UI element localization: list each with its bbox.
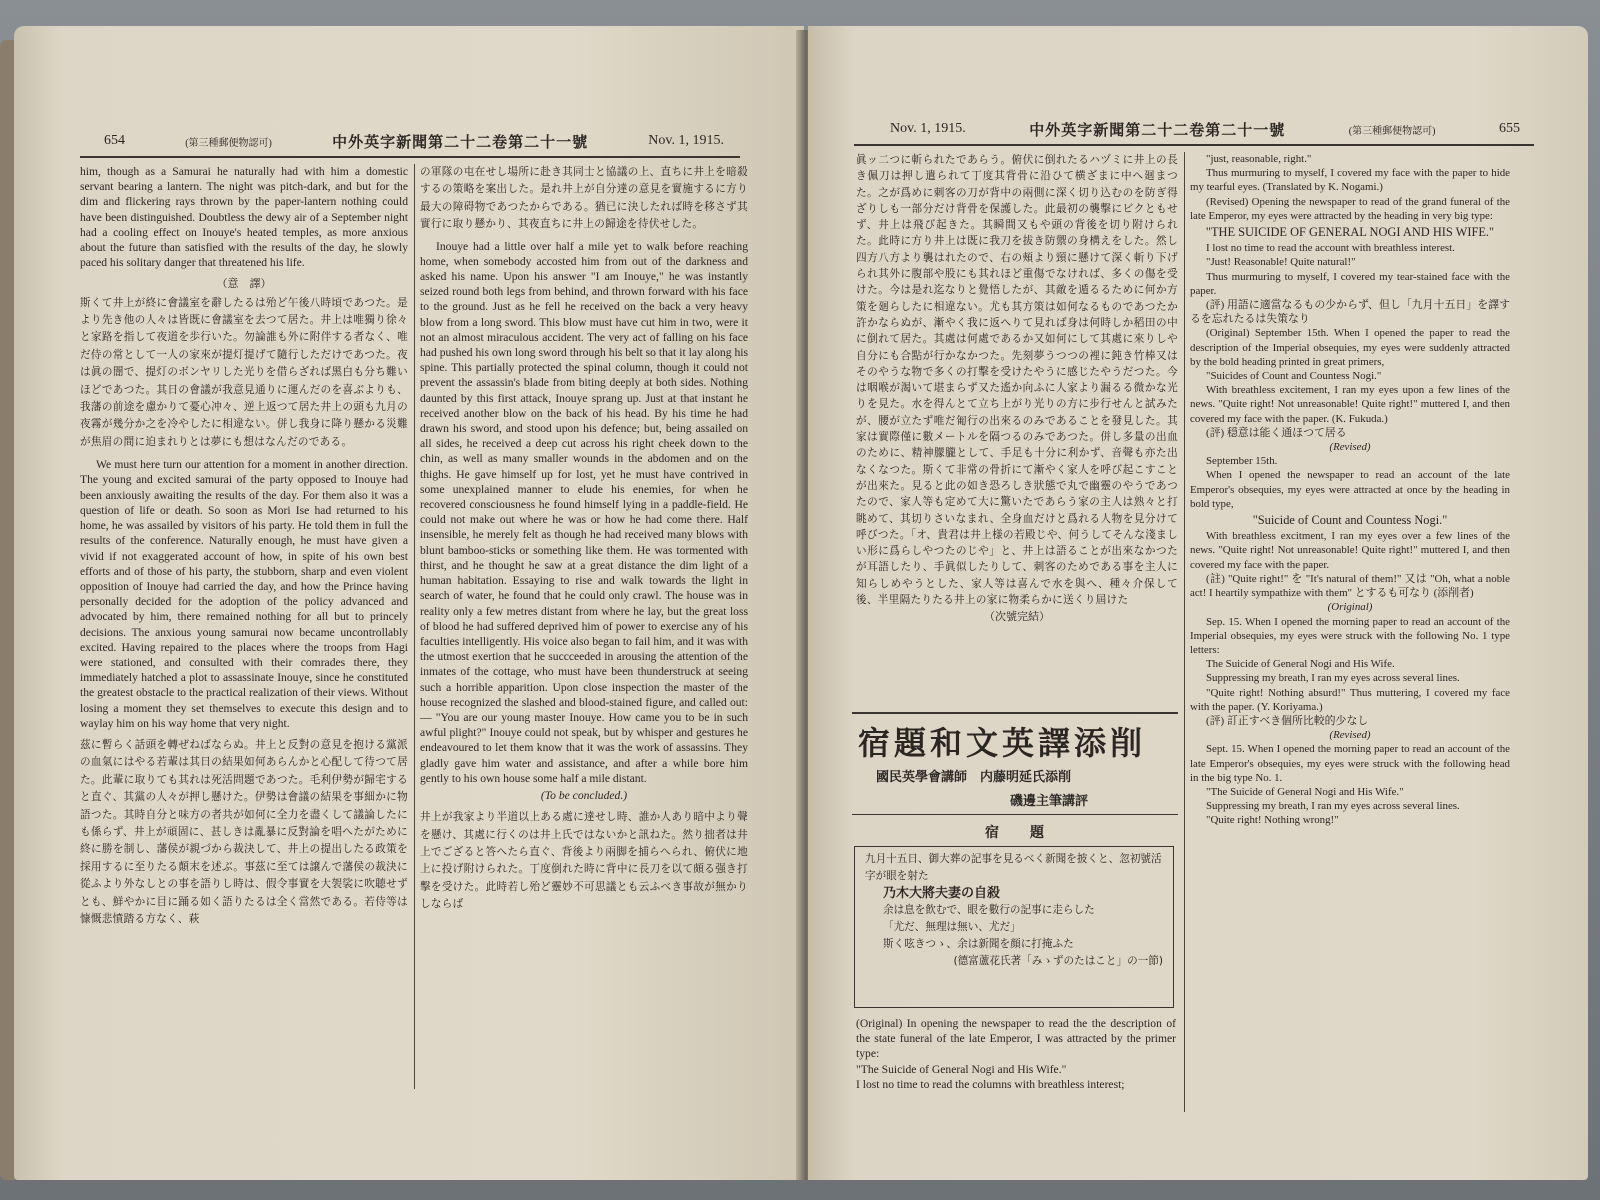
left-column-2 (420, 164, 748, 914)
translation-paragraph: Thus murmuring to myself, I covered my face with the paper to hide my tearful eyes. (Translated by K. Nogami.) (1190, 167, 1510, 194)
translation-paragraph: (Original) September 15th. When I opened the paper to read the description of the Imperial obsequies, my eyes were suddenly attracted by the bold heading printed in great primers, (1190, 327, 1510, 368)
translation-paragraph: "Suicides of Count and Countess Nogi." (1206, 370, 1382, 383)
translation-paragraph: Suppressing my breath, I ran my eyes across several lines. (1206, 672, 1460, 685)
assignment-line: 九月十五日、御大葬の記事を見るべく新聞を披くと、忽初號活字が眼を射た (865, 853, 1162, 882)
to-be-concluded: (To be concluded.) (540, 788, 628, 802)
column-divider (414, 164, 415, 1089)
translation-paragraph: With breathless excitement, I ran my eyes upon a few lines of the news. "Quite right! Not unreasonable! Quite right!" muttered I, and then covered my face with the paper. (K. Fukuda.) (1190, 384, 1510, 425)
journal-title: 中外英字新聞第二十二卷第二十一號 (1029, 120, 1286, 139)
translation-heading: （意 譯） (216, 277, 272, 291)
translation-paragraph: The Suicide of General Nogi and His Wife. (1206, 658, 1395, 671)
headline-translation: "THE SUICIDE OF GENERAL NOGI AND HIS WIFE." (1205, 225, 1495, 240)
section-rule (852, 814, 1178, 815)
next-issue-note: （次號完結） (984, 610, 1050, 624)
instructor-line: 國民英學會講師 内藤明延氏添削 (876, 770, 1072, 785)
translation-paragraph: "The Suicide of General Nogi and His Wife." (1206, 785, 1404, 798)
assignment-line: 「尤だ、無理は無い、尤だ」 (883, 921, 1021, 933)
translation-paragraph: (註) "Quite right!" を "It's natural of them!" 又は "Oh, what a noble act! I heartily sympathize with them" とするも可なり (添削者) (1190, 572, 1510, 600)
right-column-1 (856, 152, 1178, 625)
translation-paragraph: (評) 訂正すべき個所比較的少なし (1206, 714, 1369, 727)
translation-paragraph: (Revised) Opening the newspaper to read of the grand funeral of the late Emperor, my eyes were attracted by the heading in very big type: (1190, 195, 1510, 222)
japanese-paragraph: の軍隊の屯在せし場所に赴き其同士と協議の上、直ちに井上を暗殺するの策略を案出した。是れ井上が自分達の意見を實施するに方り最大の障碍物であつたからである。猶已に決したれば時を移さず其實行に取り懸かり、其夜直ちに井上の歸途を待伏せした。 (420, 166, 748, 231)
reviewer-line: 磯邊主筆講評 (1010, 794, 1089, 809)
right-page-header (890, 118, 1520, 140)
left-page (14, 26, 804, 1180)
header-rule (80, 156, 740, 158)
japanese-paragraph: 茲に暫らく話頭を轉ぜねばならぬ。井上と反對の意見を抱ける黨派の血氣にはやる若輩は其日の結果如何あらんかと心配して待つて居た。此輩に取りても其れは死活問題であつた。毛利伊勢が歸宅すると直ぐ、其黨の人々が押し懸けた。伊勢は會議の結果を事細かに物語つた。其時自分と味方の者共が如何に全力を盡くして議論したにも係らず、井上が頑固に、甚しきは亂暴に反對論を唱へたがために終に勝を制し、藩侯が親づから裁決して、井上の提出したる政策を採用するに至りたる顛末を述ぶ。事茲に至ては譲んで藩侯の裁決に從ふより外なしとの事を語りし時は、假令事實を大袈裟に吹聴せずとも、鮮やかに目に踊る如く語りたるは全く當然である。若侍等は慷慨悲憤踏る方なく、萩 (80, 738, 408, 925)
page-number: 655 (1498, 121, 1520, 136)
exercise-title: 宿題和文英譯添削 (858, 724, 1147, 762)
translation-paragraph: "Quite right! Nothing absurd!" Thus muttering, I covered my face with the paper. (Y. Koriyama.) (1190, 686, 1510, 713)
translation-paragraph: Thus murmuring to myself, I covered my tear-stained face with the paper. (1190, 270, 1510, 297)
assignment-line: 斯く呟きつゝ、余は新聞を顔に打掩ふた (883, 938, 1074, 950)
headline-translation: "Suicide of Count and Countess Nogi." (1252, 513, 1448, 528)
translation-paragraph: Sept. 15. When I opened the morning paper to read an account of the late Emperor's obsequies, my eyes were struck with the following head in the big type No. 1. (1190, 743, 1510, 784)
issue-date: Nov. 1, 1915. (890, 121, 966, 136)
assignment-line: 余は息を飲むで、眼を數行の記事に走らした (883, 904, 1095, 916)
left-page-header (104, 130, 724, 152)
translation-paragraph: With breathless excitment, I ran my eyes over a few lines of the news. "Quite right! Not unreasonable! Quite right!" muttered I, and then covered my face with the paper. (1190, 530, 1510, 571)
section-rule (852, 712, 1178, 714)
header-rule (854, 144, 1534, 146)
japanese-paragraph: 眞ッ二つに斬られたであらう。俯伏に倒れたるハヅミに井上の長き佩刀は押し遣られて丁度其背骨に沿ひて横ざまに中へ廻まつた。之が爲めに刺客の刀が背中の兩側に深く切り込むのを防ぎ得ざりしも一部分だけ背骨を保護した。此最初の襲擊にビクともせず、井上は飛び起きた。其瞬間又もや頭の背後を切り附けられた。此時に方り井上は既に我刀を拔き防禦の身構えをした。然し四方八方より襲はれたので、右の頰より頸に懸けて深く斬り下げられ其外に腹部や股にも其れほど重傷でなければ、多くの傷を受けた。今は是れ迄なりと覺悟したが、其敵を遁るるために何か方策を廻らしたに相違ない。尤も其方策は如何なるものであつたか許かならぬが、漸やく我に返へりて見れば身は何時しか稻田の中に倒れて居た。其處は何處であるか又如何にして其處に來りしや自分にも合點が行かなかつた。先刻夢うつつの裡に鈍き竹棒又はそのやうな物で多くの打擊を受けたやうに感じたやうだつた。今は咽喉が渴いて堪まらず又た遙か向ふに人家より漏るる微かな光りを見た。水を得んとて立ち上がり光りの方に步行せんと試みたが、腰が立たず唯だ匍行の出來るのみであることを發見した。其家は實際僅に數メートルを隔つるのみであつた。併し多量の出血のために、精神朦朧として、手足も十分に利かず、音聲も亦た出なくなつた。斯くて非常の骨折にて漸やく家人を呼び起こすことが出來た。見ると此の如き恐ろしき狀態で丸で幽靈のやうであつたので、家人等も定めて大に驚いたであらう家の主人は熟々と打眺めて、其切りさいなまれ、全身血だけと爲れる人物を見分けて呼びつた。「オ、貴君は井上様の若殿じや、何うしてそんな淺ましい形に爲らしやつたのじや」と、井上は語ることが出來なかつたが耳語したり、手眞似したりして、刺客のためである事を主人に知らしめやうとした、家人等は喜んで水を與へ、種々介保して後、半里隔たりたる井上の家に物柔らかに送くり屆けた (856, 154, 1178, 607)
issue-date: Nov. 1, 1915. (648, 133, 724, 148)
japanese-paragraph: 斯くて井上が終に會議室を辭したるは殆ど午後八時頃であつた。是より先き他の人々は皆既に會議室を去つて居た。井上は唯獨り徐々と家路を指して夜道を歩行いた。勿論誰も外に附伴する者なく、唯だ侍の常として一人の家來が提灯提げて隨行しただけであつた。夜は眞の闇で、提灯のボンヤリした光りを借らざれば黑白も分ち難いほどであつた。其日の會議が我意見通りに運んだのを喜ぶよりも、我藩の前途を慮かりて憂心冲々、逆上返つて居た井上の頭も九月の夜霧が幾分か之を冷やしたに相違ない。併し我身に降り懸かる災難が焦眉の間に迫まれりとは夢にも想はなんだのである。 (80, 296, 408, 448)
japanese-paragraph: 井上が我家より半道以上ある處に達せし時、誰か人あり暗中より聲を懸け、其處に行くのは井上氏ではないかと訊ねた。然り拙者は井上でござると答へたら直ぐ、背後より兩脚を捕らへられ、俯伏に地上に投げ附けられた。丁度倒れた時に背中に長刀を以て頗る强き打擊を受けた。此時若し殆ど靈妙不可思議とも云ふべき事故が無かりしならば (420, 811, 748, 911)
translation-paragraph: Suppressing my breath, I ran my eyes across several lines. (1206, 800, 1460, 813)
translation-paragraph: "just, reasonable, right." (1206, 153, 1312, 165)
translation-paragraph: When I opened the newspaper to read an account of the late Emperor's obsequies, my eyes were attracted at once by the heading in bold type, (1190, 469, 1510, 510)
assignment-source: (德富蘆花氏著「みゝずのたはこと」の一節) (953, 955, 1163, 967)
journal-title: 中外英字新聞第二十二卷第二十一號 (332, 132, 589, 151)
revision-label: (Revised) (1329, 441, 1371, 454)
column-divider (1184, 152, 1185, 1112)
translation-paragraph: September 15th. (1206, 455, 1278, 468)
english-paragraph: Inouye had a little over half a mile yet to walk before reaching home, when somebody accosted him from out of the darkness and asked his name. Upon his answer "I am Inouye," he was instantly seized round both legs from behind, and thrown forward with his face to the ground. Just as he fell he received on the back a very heavy blow from a long sword. This blow must have cut him in two, were it not an almost miraculous accident. The very act of falling on his face had pushed his own long sword through his belt so that it lay along his spine. This partially protected the spinal column, though it could not prevent the assassin's blade from biting deeply at both sides. Nothing daunted by this first attack, Inouye sprang up. Just at that instant he received another blow on the back of his head. By his time he had drawn his sword, and stood upon his defence; but, being assailed on all sides, he received a deep cut across his right cheek down to the chin, as well as many smaller wounds in the abdomen and on the thighs. He gave himself up for lost, yet he must have contrived in some unexplained manner to elude his enemies, for when he recovered consciousness he found himself lying in a paddle-field. He could not make out where he was or how he had come there. Half insensible, he merely felt as though he had received many blows with blunt bamboo-sticks or something like them. He was tormented with thirst, and he thought he saw at a great distance the dim light of a human habitation. Essaying to rise and walk towards the light in search of water, he found that he could only crawl. The house was in reality only a few metres distant from where he lay, but the great loss of blood he had suffered deprived him of power to exercise any of his faculties intelligently. His voice also began to fail him, and it was with the utmost exertion that he succceeded in arousing the attention of the inmates of the cottage, who must have been thunderstruck at seeing such a horrible apparition. Upon close inspection the master of the house recognized the slashed and blood-stained figure, and called out:— "You are our young master Inouye. How came you to be in such awful plight?" Inouye could not speak, but by whisper and gestures he endeavoured to let them know that it was the work of assassins. They gladly gave him water and assistance, and after a while bore him gently to his own house some half a mile distant. (420, 239, 748, 785)
translation-paragraph: I lost no time to read the account with breathless interest. (1206, 242, 1455, 255)
translation-paragraph: "Quite right! Nothing wrong!" (1206, 814, 1339, 827)
postal-permit: (第三種郵便物認可) (185, 137, 272, 149)
english-paragraph: We must here turn our attention for a moment in another direction. The young and excited samurai of the party opposed to Inouye had been anxiously awaiting the results of the day. For them also it was a question of life or death. So soon as Mori Ise had returned to his home, he was assailed by visitors of his party. He told them in full the results of the conference. Naturally enough, he must have given a vivid if not exaggerated account of how, in spite of his own best efforts and of those of his party, the stubborn, sharp and even violent opposition of Inouye had carried the day, and how the Prince having personally decided for the adoption of the policy advanced and advocated by him, there remained nothing for all but to princely decisions. The anxious young samurai now became uncontrollably excited. Having repaired to the places where the troops from Hagi were stationed, and consulted with their comrades there, they immediately hatched a plot to assassinate Inouye, since he constituted the greatest obstacle to the practical realization of their views. Without losing a moment they set themselves to execute this design and to waylay him on his way home that very night. (80, 458, 408, 730)
translation-paragraph: Sep. 15. When I opened the morning paper to read an account of the Imperial obsequies, my eyes were struck with the following No. 1 type letters: (1190, 615, 1510, 656)
translation-paragraph: (評) 穏意は能く通ほつて居る (1206, 426, 1347, 439)
translation-paragraph: "Just! Reasonable! Quite natural!" (1206, 256, 1356, 269)
left-column-1 (80, 164, 408, 928)
assignment-box (854, 846, 1174, 1008)
assignment-heading: 宿 題 (985, 825, 1045, 841)
translation-paragraph: (評) 用語に適當なるもの少からず、但し「九月十五日」を譯するを忘れたるは失策なり (1190, 299, 1510, 326)
right-page (808, 26, 1588, 1180)
revision-label: (Original) (1327, 601, 1373, 614)
page-number: 654 (104, 133, 125, 148)
right-column-2 (1190, 152, 1510, 828)
original-translation: (Original) In opening the newspaper to read the the description of the state funeral of the late Emperor, I was attracted by the primer type: "The Suicide of General Nogi and His Wife." I lost no time to read the columns with breathless interest; (856, 1017, 1176, 1091)
assignment-headline: 乃木大將夫妻の自殺 (883, 886, 1001, 901)
postal-permit: (第三種郵便物認可) (1348, 125, 1436, 137)
english-paragraph: him, though as a Samurai he naturally had with him a domestic servant bearing a lantern. The night was pitch-dark, and but for the dim and flickering rays thrown by the paper-lantern nothing could have been distinguished. Doubtless the dewy air of a September night had a cooling effect on Inouye's heated temples, as more anxious about the future than satisfied with the results of the day, he slowly paced his solitary danger that threatened his life. (80, 165, 408, 270)
revision-label: (Revised) (1329, 729, 1371, 742)
